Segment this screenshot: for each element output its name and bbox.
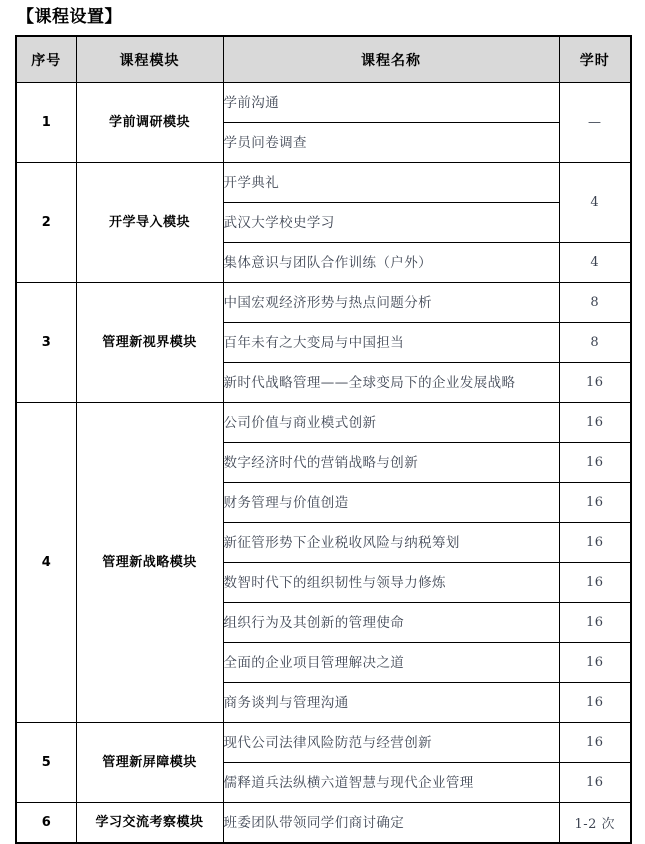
column-header-hours: 学时 <box>559 36 631 83</box>
cell-hours: 16 <box>559 483 631 523</box>
cell-course-name: 数字经济时代的营销战略与创新 <box>223 443 559 483</box>
table-row <box>16 283 631 323</box>
cell-course-name: 开学典礼 <box>223 163 559 203</box>
cell-course-name: 学员问卷调查 <box>223 123 559 163</box>
cell-course-name: 全面的企业项目管理解决之道 <box>223 643 559 683</box>
cell-index: 5 <box>16 723 76 803</box>
cell-course-name: 中国宏观经济形势与热点问题分析 <box>223 283 559 323</box>
cell-hours: 4 <box>559 163 631 243</box>
cell-course-name: 新征管形势下企业税收风险与纳税筹划 <box>223 523 559 563</box>
cell-index: 3 <box>16 283 76 403</box>
cell-hours: 16 <box>559 723 631 763</box>
cell-course-name: 学前沟通 <box>223 83 559 123</box>
table-row <box>16 83 631 123</box>
column-header-course-name: 课程名称 <box>223 36 559 83</box>
cell-module-name: 管理新视界模块 <box>76 283 223 403</box>
table-row <box>16 163 631 203</box>
cell-module-name: 学前调研模块 <box>76 83 223 163</box>
cell-hours: 1-2 次 <box>559 803 631 844</box>
cell-module-name: 学习交流考察模块 <box>76 803 223 844</box>
cell-hours: 16 <box>559 363 631 403</box>
cell-hours: 16 <box>559 523 631 563</box>
course-table-container <box>15 35 630 844</box>
table-row <box>16 723 631 763</box>
cell-hours: — <box>559 83 631 163</box>
table-header <box>16 36 631 83</box>
cell-course-name: 新时代战略管理——全球变局下的企业发展战略 <box>223 363 559 403</box>
cell-hours: 16 <box>559 403 631 443</box>
cell-course-name: 班委团队带领同学们商讨确定 <box>223 803 559 844</box>
cell-hours: 16 <box>559 643 631 683</box>
page-title: 【课程设置】 <box>17 7 122 27</box>
column-header-index: 序号 <box>16 36 76 83</box>
cell-hours: 4 <box>559 243 631 283</box>
column-header-module: 课程模块 <box>76 36 223 83</box>
table-header-row <box>16 36 631 83</box>
cell-module-name: 管理新屏障模块 <box>76 723 223 803</box>
cell-module-name: 开学导入模块 <box>76 163 223 283</box>
cell-index: 4 <box>16 403 76 723</box>
cell-hours: 8 <box>559 283 631 323</box>
table-body <box>16 83 631 844</box>
cell-hours: 16 <box>559 763 631 803</box>
table-row <box>16 403 631 443</box>
cell-course-name: 儒释道兵法纵横六道智慧与现代企业管理 <box>223 763 559 803</box>
cell-course-name: 商务谈判与管理沟通 <box>223 683 559 723</box>
cell-course-name: 现代公司法律风险防范与经营创新 <box>223 723 559 763</box>
cell-course-name: 百年未有之大变局与中国担当 <box>223 323 559 363</box>
table-row <box>16 803 631 844</box>
cell-hours: 16 <box>559 683 631 723</box>
cell-course-name: 武汉大学校史学习 <box>223 203 559 243</box>
cell-course-name: 集体意识与团队合作训练（户外） <box>223 243 559 283</box>
cell-index: 6 <box>16 803 76 844</box>
cell-hours: 16 <box>559 563 631 603</box>
cell-hours: 16 <box>559 603 631 643</box>
cell-hours: 16 <box>559 443 631 483</box>
cell-module-name: 管理新战略模块 <box>76 403 223 723</box>
course-settings-table <box>15 35 632 844</box>
cell-index: 1 <box>16 83 76 163</box>
cell-course-name: 财务管理与价值创造 <box>223 483 559 523</box>
cell-index: 2 <box>16 163 76 283</box>
cell-hours: 8 <box>559 323 631 363</box>
cell-course-name: 组织行为及其创新的管理使命 <box>223 603 559 643</box>
cell-course-name: 数智时代下的组织韧性与领导力修炼 <box>223 563 559 603</box>
cell-course-name: 公司价值与商业模式创新 <box>223 403 559 443</box>
